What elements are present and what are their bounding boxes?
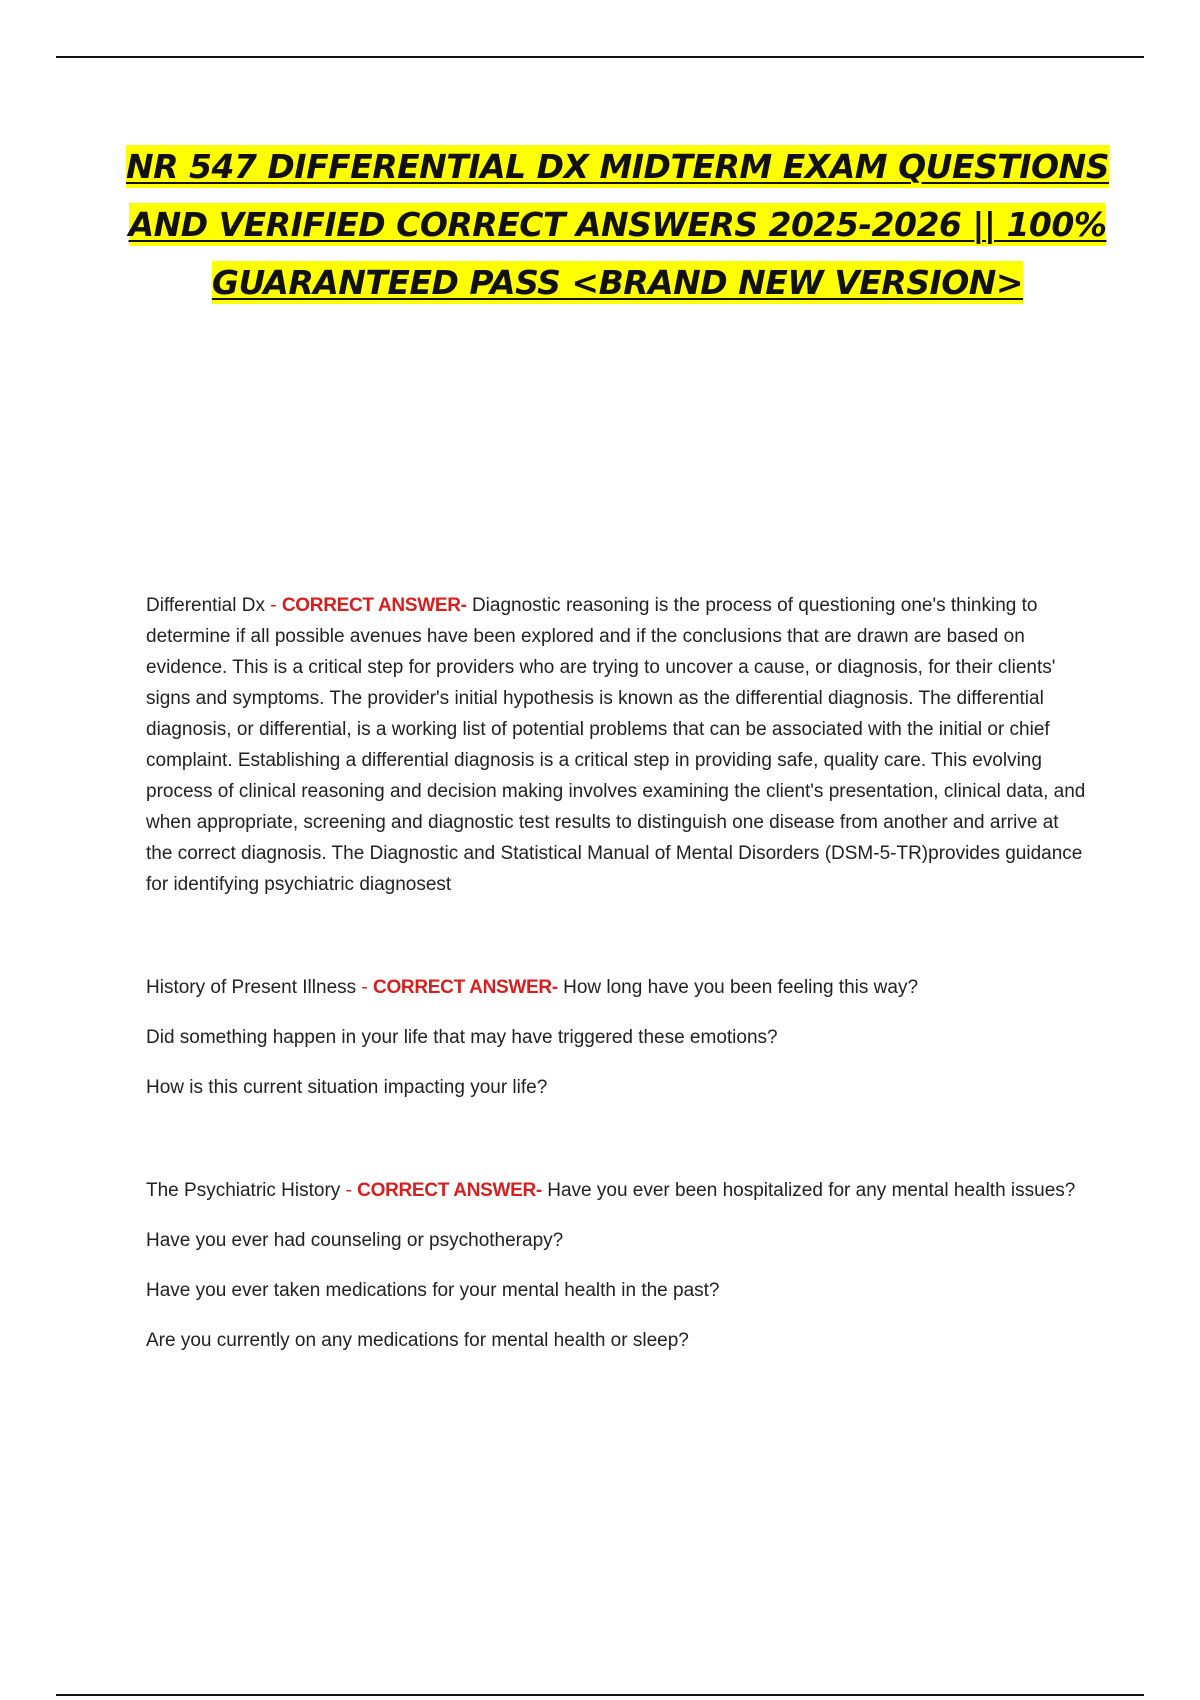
correct-answer-label: CORRECT ANSWER- [281,595,467,616]
qa-answer: Have you ever been hospitalized for any mental health issues? [547,1180,1076,1201]
document-title [120,138,1115,312]
qa-answer-line: How is this current situation impacting your life? [146,1077,548,1098]
qa-answer-line: Have you ever taken medications for your mental health in the past? [146,1280,720,1301]
qa-entry-paragraph [146,1175,1086,1206]
qa-answer-line: Did something happen in your life that may have triggered these emotions? [146,1027,778,1048]
qa-entry-history-of-present-illness [146,972,1086,1103]
qa-content [146,590,1086,1356]
qa-separator: - [361,977,368,998]
qa-term: The Psychiatric History [146,1180,341,1201]
qa-entry-psychiatric-history [146,1175,1086,1356]
top-rule [56,56,1144,58]
bottom-rule [56,1694,1144,1696]
qa-term: History of Present Illness [146,977,357,998]
qa-answer: How long have you been feeling this way? [563,977,919,998]
qa-entry-differential-dx [146,590,1086,900]
qa-entry-paragraph [146,590,1086,900]
qa-separator: - [270,595,277,616]
qa-term: Differential Dx [146,595,265,616]
qa-separator: - [345,1180,352,1201]
correct-answer-label: CORRECT ANSWER- [357,1180,542,1201]
qa-entry-paragraph [146,972,1086,1003]
document-title-text: NR 547 DIFFERENTIAL DX MIDTERM EXAM QUESTIONS AND VERIFIED CORRECT ANSWERS 2025-2026 || 100% GUARANTEED PASS <BRAND NEW VERSION> [126,147,1109,302]
correct-answer-label: CORRECT ANSWER- [373,977,558,998]
qa-answer-line: Are you currently on any medications for mental health or sleep? [146,1330,689,1351]
qa-answer-line: Have you ever had counseling or psychotherapy? [146,1230,564,1251]
qa-answer: Diagnostic reasoning is the process of questioning one's thinking to determine if all possible avenues have been explored and if the conclusions that are drawn are based on evidence. This is a critical step for providers who are trying to uncover a cause, or diagnosis, for their clients' signs and symptoms. The provider's initial hypothesis is known as the differential diagnosis. The differential diagnosis, or differential, is a working list of potential problems that can be associated with the initial or chief complaint. Establishing a differential diagnosis is a critical step in providing safe, quality care. This evolving process of clinical reasoning and decision making involves examining the client's presentation, clinical data, and when appropriate, screening and diagnostic test results to distinguish one disease from another and arrive at the correct diagnosis. The Diagnostic and Statistical Manual of Mental Disorders (DSM-5-TR)provides guidance for identifying psychiatric diagnosest [146,595,1086,895]
